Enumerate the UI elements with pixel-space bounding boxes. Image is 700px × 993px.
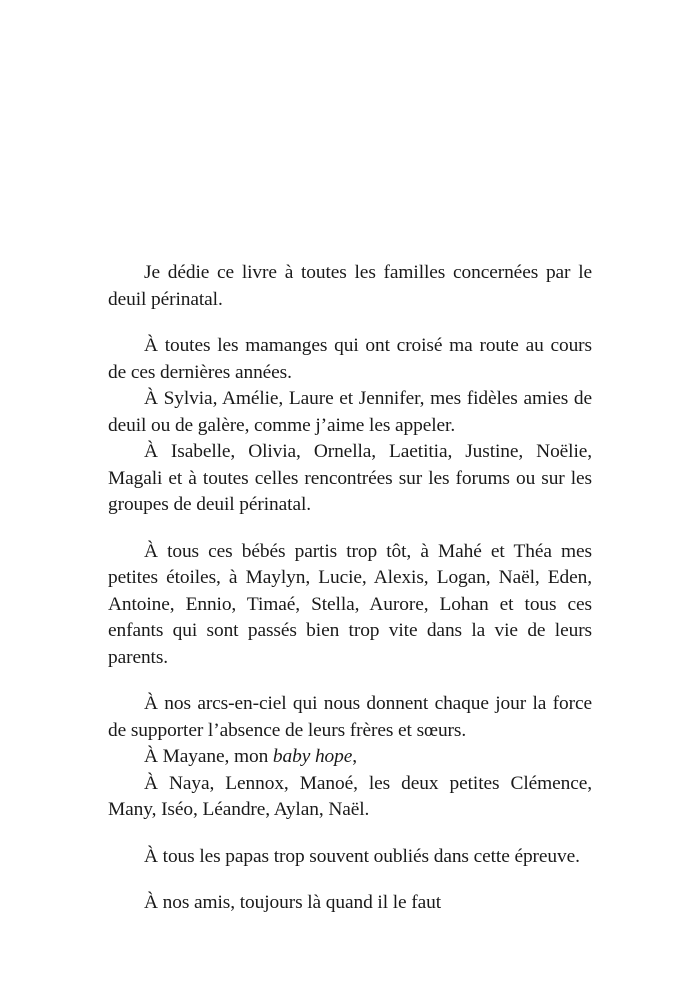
dedication-page — [108, 260, 592, 917]
mayane-prefix: À Mayane, mon — [144, 746, 273, 767]
dedication-paragraph-rainbows: À nos arcs-en-ciel qui nous donnent chaque jour la force de supporter l’absence de leurs frères et sœurs. — [108, 693, 592, 741]
dedication-paragraph-friends: À Sylvia, Amélie, Laure et Jennifer, mes fidèles amies de deuil ou de galère, comme j’aime les appeler. — [108, 388, 592, 436]
dedication-paragraph-fathers: À tous les papas trop souvent oubliés dans cette épreuve. — [144, 845, 580, 867]
mayane-suffix: , — [352, 746, 358, 767]
dedication-paragraph-babies: À tous ces bébés partis trop tôt, à Mahé et Théa mes petites étoiles, à Maylyn, Lucie, Alexis, Logan, Naël, Eden, Antoine, Ennio, Timaé, Stella, Aurore, Lohan et tous ces enfants qui sont passés bien trop vite dans la vie de leurs parents. — [108, 540, 592, 668]
dedication-paragraph-friends-always: À nos amis, toujours là quand il le faut — [144, 892, 442, 913]
dedication-paragraph-forum-friends: À Isabelle, Olivia, Ornella, Laetitia, Justine, Noëlie, Magali et à toutes celles rencontrées sur les forums ou sur les groupes de deuil périnatal. — [108, 441, 592, 515]
dedication-paragraph-rainbow-names: À Naya, Lennox, Manoé, les deux petites Clémence, Many, Iséo, Léandre, Aylan, Naël. — [108, 772, 592, 820]
dedication-paragraph-families: Je dédie ce livre à toutes les familles concernées par le deuil périnatal. — [108, 262, 592, 310]
dedication-paragraph-mamanges: À toutes les mamanges qui ont croisé ma route au cours de ces dernières années. — [108, 335, 592, 383]
dedication-paragraph-mayane — [108, 744, 592, 771]
baby-hope-italic: baby hope — [272, 746, 353, 767]
